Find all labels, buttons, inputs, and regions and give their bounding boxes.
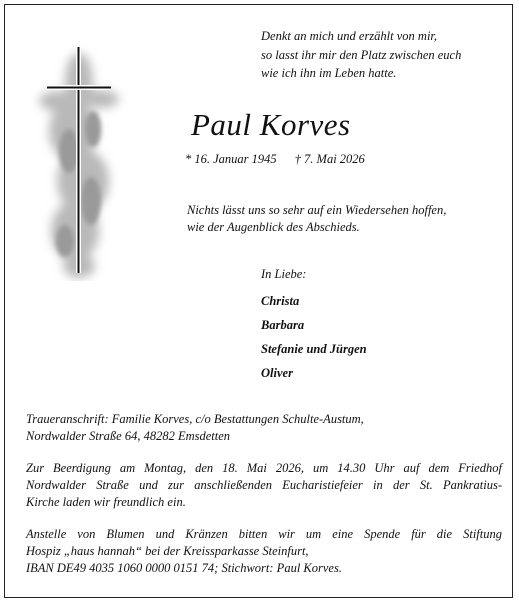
donation-notice xyxy=(26,526,502,577)
quote xyxy=(187,202,507,236)
funeral-notice xyxy=(26,460,502,511)
mourning-address xyxy=(26,411,502,445)
deceased-name: Paul Korves xyxy=(191,107,351,142)
quote-line: Nichts lässt uns so sehr auf ein Wiedersehen hoffen, xyxy=(187,203,447,217)
obituary-card xyxy=(4,4,513,598)
mourners-list xyxy=(261,293,367,389)
death-date: † 7. Mai 2026 xyxy=(294,152,365,166)
birth-date: * 16. Januar 1945 xyxy=(185,152,277,166)
quote-line: wie der Augenblick des Abschieds. xyxy=(187,220,360,234)
mourner-name: Stefanie und Jürgen xyxy=(261,342,367,356)
funeral-line: Zur Beerdigung am Montag, den 18. Mai 2026, um 14.30 Uhr auf dem Friedhof xyxy=(26,461,502,475)
donation-line: Anstelle von Blumen und Kränzen bitten wir um eine Spende für die Stiftung xyxy=(26,527,502,541)
funeral-line: Kirche laden wir freundlich ein. xyxy=(26,495,186,509)
notices xyxy=(26,411,502,592)
verse-line: wie ich ihn im Leben hatte. xyxy=(261,66,397,80)
life-dates xyxy=(185,152,365,167)
donation-line: Hospiz „haus hannah“ bei der Kreissparkasse Steinfurt, xyxy=(26,544,309,558)
mourner-name: Christa xyxy=(261,294,300,308)
donation-line: IBAN DE49 4035 1060 0000 0151 74; Stichwort: Paul Korves. xyxy=(26,561,342,575)
verse-line: so lasst ihr mir den Platz zwischen euch xyxy=(261,47,462,62)
funeral-line: Nordwalder Straße und zur anschließenden Eucharistiefeier in der St. Pankratius- xyxy=(26,478,502,492)
verse-line: Denkt an mich und erzählt von mir, xyxy=(261,29,438,43)
mourner-name: Barbara xyxy=(261,318,305,332)
mourner-name: Oliver xyxy=(261,366,293,380)
cross-icon xyxy=(29,41,129,281)
address-line: Traueranschrift: Familie Korves, c/o Bestattungen Schulte-Austum, xyxy=(26,412,364,426)
address-line: Nordwalder Straße 64, 48282 Emsdetten xyxy=(26,429,231,443)
verse xyxy=(261,27,511,83)
in-love-label: In Liebe: xyxy=(261,267,307,281)
